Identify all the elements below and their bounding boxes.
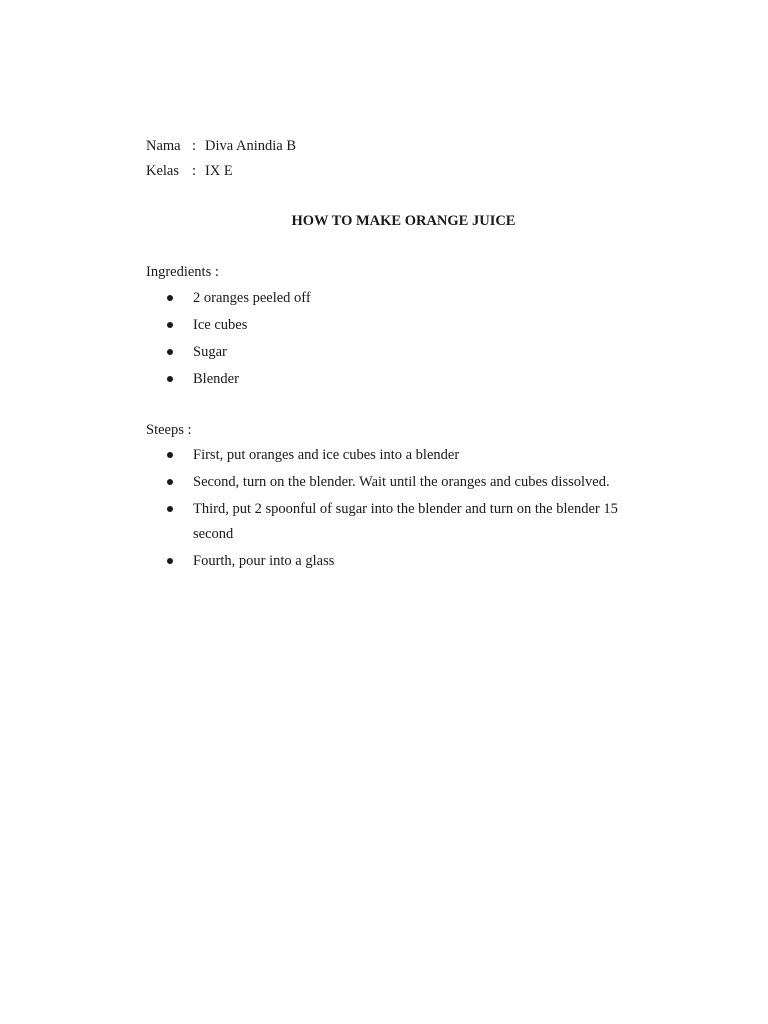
ingredient-text: Ice cubes: [193, 317, 248, 333]
bullet-icon: [167, 349, 173, 355]
bullet-icon: [167, 452, 173, 458]
list-item: [146, 470, 656, 495]
bullet-icon: [167, 479, 173, 485]
ingredient-text: Sugar: [193, 344, 227, 360]
list-item: [146, 443, 656, 468]
document-title: HOW TO MAKE ORANGE JUICE: [291, 213, 516, 229]
list-item: [146, 286, 656, 311]
step-text: Second, turn on the blender. Wait until the oranges and cubes dissolved.: [193, 474, 610, 490]
class-value: IX E: [205, 163, 233, 179]
name-colon: :: [192, 138, 197, 154]
ingredient-text: 2 oranges peeled off: [193, 290, 311, 306]
step-text: First, put oranges and ice cubes into a blender: [193, 447, 460, 463]
bullet-icon: [167, 322, 173, 328]
name-label: Nama: [146, 138, 181, 154]
steps-heading: Steeps :: [146, 422, 192, 438]
list-item: [146, 497, 656, 547]
list-item: [146, 340, 656, 365]
steps-list: [146, 443, 656, 576]
bullet-icon: [167, 295, 173, 301]
class-colon: :: [192, 163, 197, 179]
step-text: Fourth, pour into a glass: [193, 553, 335, 569]
step-text: Third, put 2 spoonful of sugar into the blender and turn on the blender 15 second: [193, 501, 618, 542]
ingredients-heading: Ingredients :: [146, 264, 219, 280]
list-item: [146, 313, 656, 338]
ingredients-list: [146, 286, 656, 394]
name-value: Diva Anindia B: [205, 138, 297, 154]
ingredient-text: Blender: [193, 371, 239, 387]
list-item: [146, 367, 656, 392]
bullet-icon: [167, 558, 173, 564]
bullet-icon: [167, 506, 173, 512]
list-item: [146, 549, 656, 574]
class-label: Kelas: [146, 163, 180, 179]
bullet-icon: [167, 376, 173, 382]
